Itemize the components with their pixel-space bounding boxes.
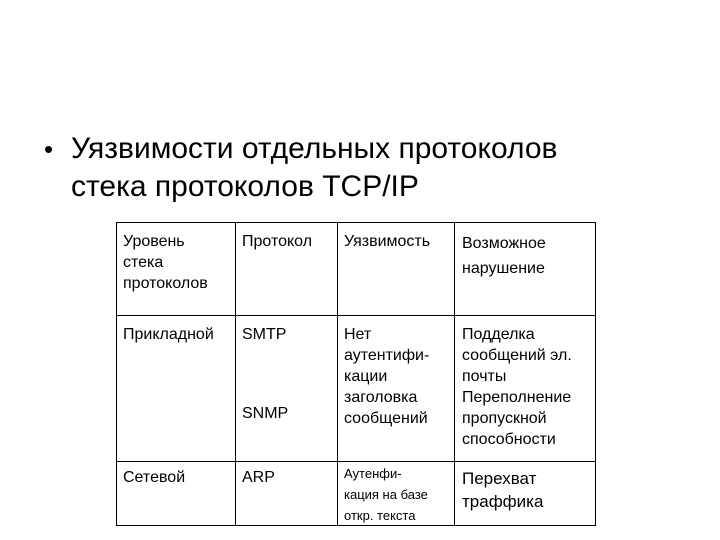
cell-text: заголовка bbox=[344, 389, 418, 406]
cell-text: сообщений эл. bbox=[462, 347, 572, 364]
header-text: нарушение bbox=[462, 260, 545, 277]
cell-text: траффика bbox=[462, 492, 544, 511]
cell-text: откр. текста bbox=[344, 508, 416, 523]
cell-text: почты bbox=[462, 368, 507, 385]
cell-text: Переполнение bbox=[462, 389, 572, 406]
cell-text: Сетевой bbox=[123, 469, 186, 486]
row-divider bbox=[117, 315, 595, 316]
header-text: стека bbox=[123, 254, 164, 271]
row-protocol-cell bbox=[242, 467, 275, 488]
cell-text: Подделка bbox=[462, 326, 535, 343]
column-divider bbox=[337, 223, 338, 525]
header-text: протоколов bbox=[123, 275, 208, 292]
row-level-cell bbox=[123, 467, 185, 488]
cell-text: пропускной bbox=[462, 410, 547, 427]
slide-title-line: стека протоколов TCP/IP bbox=[71, 170, 419, 203]
cell-text: Перехват bbox=[462, 469, 537, 488]
header-cell-level bbox=[123, 231, 208, 294]
row-vulnerability-cell bbox=[344, 324, 429, 429]
cell-text: способности bbox=[462, 431, 556, 448]
cell-text: ARP bbox=[242, 469, 275, 486]
row-divider bbox=[117, 461, 595, 462]
header-text: Протокол bbox=[242, 233, 313, 250]
protocol-vulnerability-table bbox=[116, 222, 596, 526]
cell-text: аутентифи- bbox=[344, 347, 430, 364]
row-vulnerability-cell bbox=[344, 463, 428, 526]
header-text: Возможное bbox=[462, 235, 546, 252]
cell-text: кация на базе bbox=[344, 487, 428, 502]
header-text: Уязвимость bbox=[344, 233, 431, 250]
cell-text: Нет bbox=[344, 326, 372, 343]
cell-text: сообщений bbox=[344, 410, 428, 427]
header-cell-vulnerability bbox=[344, 231, 430, 252]
row-violation-cell bbox=[462, 467, 543, 513]
cell-text: SMTP bbox=[242, 326, 287, 343]
header-cell-violation bbox=[462, 231, 546, 281]
slide-title-line: Уязвимости отдельных протоколов bbox=[71, 132, 558, 165]
cell-text: Аутенфи- bbox=[344, 466, 402, 481]
header-cell-protocol bbox=[242, 231, 312, 252]
row-protocol-cell bbox=[242, 324, 286, 345]
row-level-cell bbox=[123, 324, 214, 345]
header-text: Уровень bbox=[123, 233, 185, 250]
slide-title bbox=[44, 130, 664, 206]
row-violation-cell bbox=[462, 324, 572, 450]
slide-heading bbox=[44, 130, 664, 206]
cell-text: SNMP bbox=[242, 405, 289, 422]
column-divider bbox=[454, 223, 455, 525]
column-divider bbox=[235, 223, 236, 525]
cell-text: Прикладной bbox=[123, 326, 214, 343]
row-protocol-cell bbox=[242, 403, 288, 424]
bullet-icon: • bbox=[44, 134, 54, 164]
cell-text: кации bbox=[344, 368, 388, 385]
